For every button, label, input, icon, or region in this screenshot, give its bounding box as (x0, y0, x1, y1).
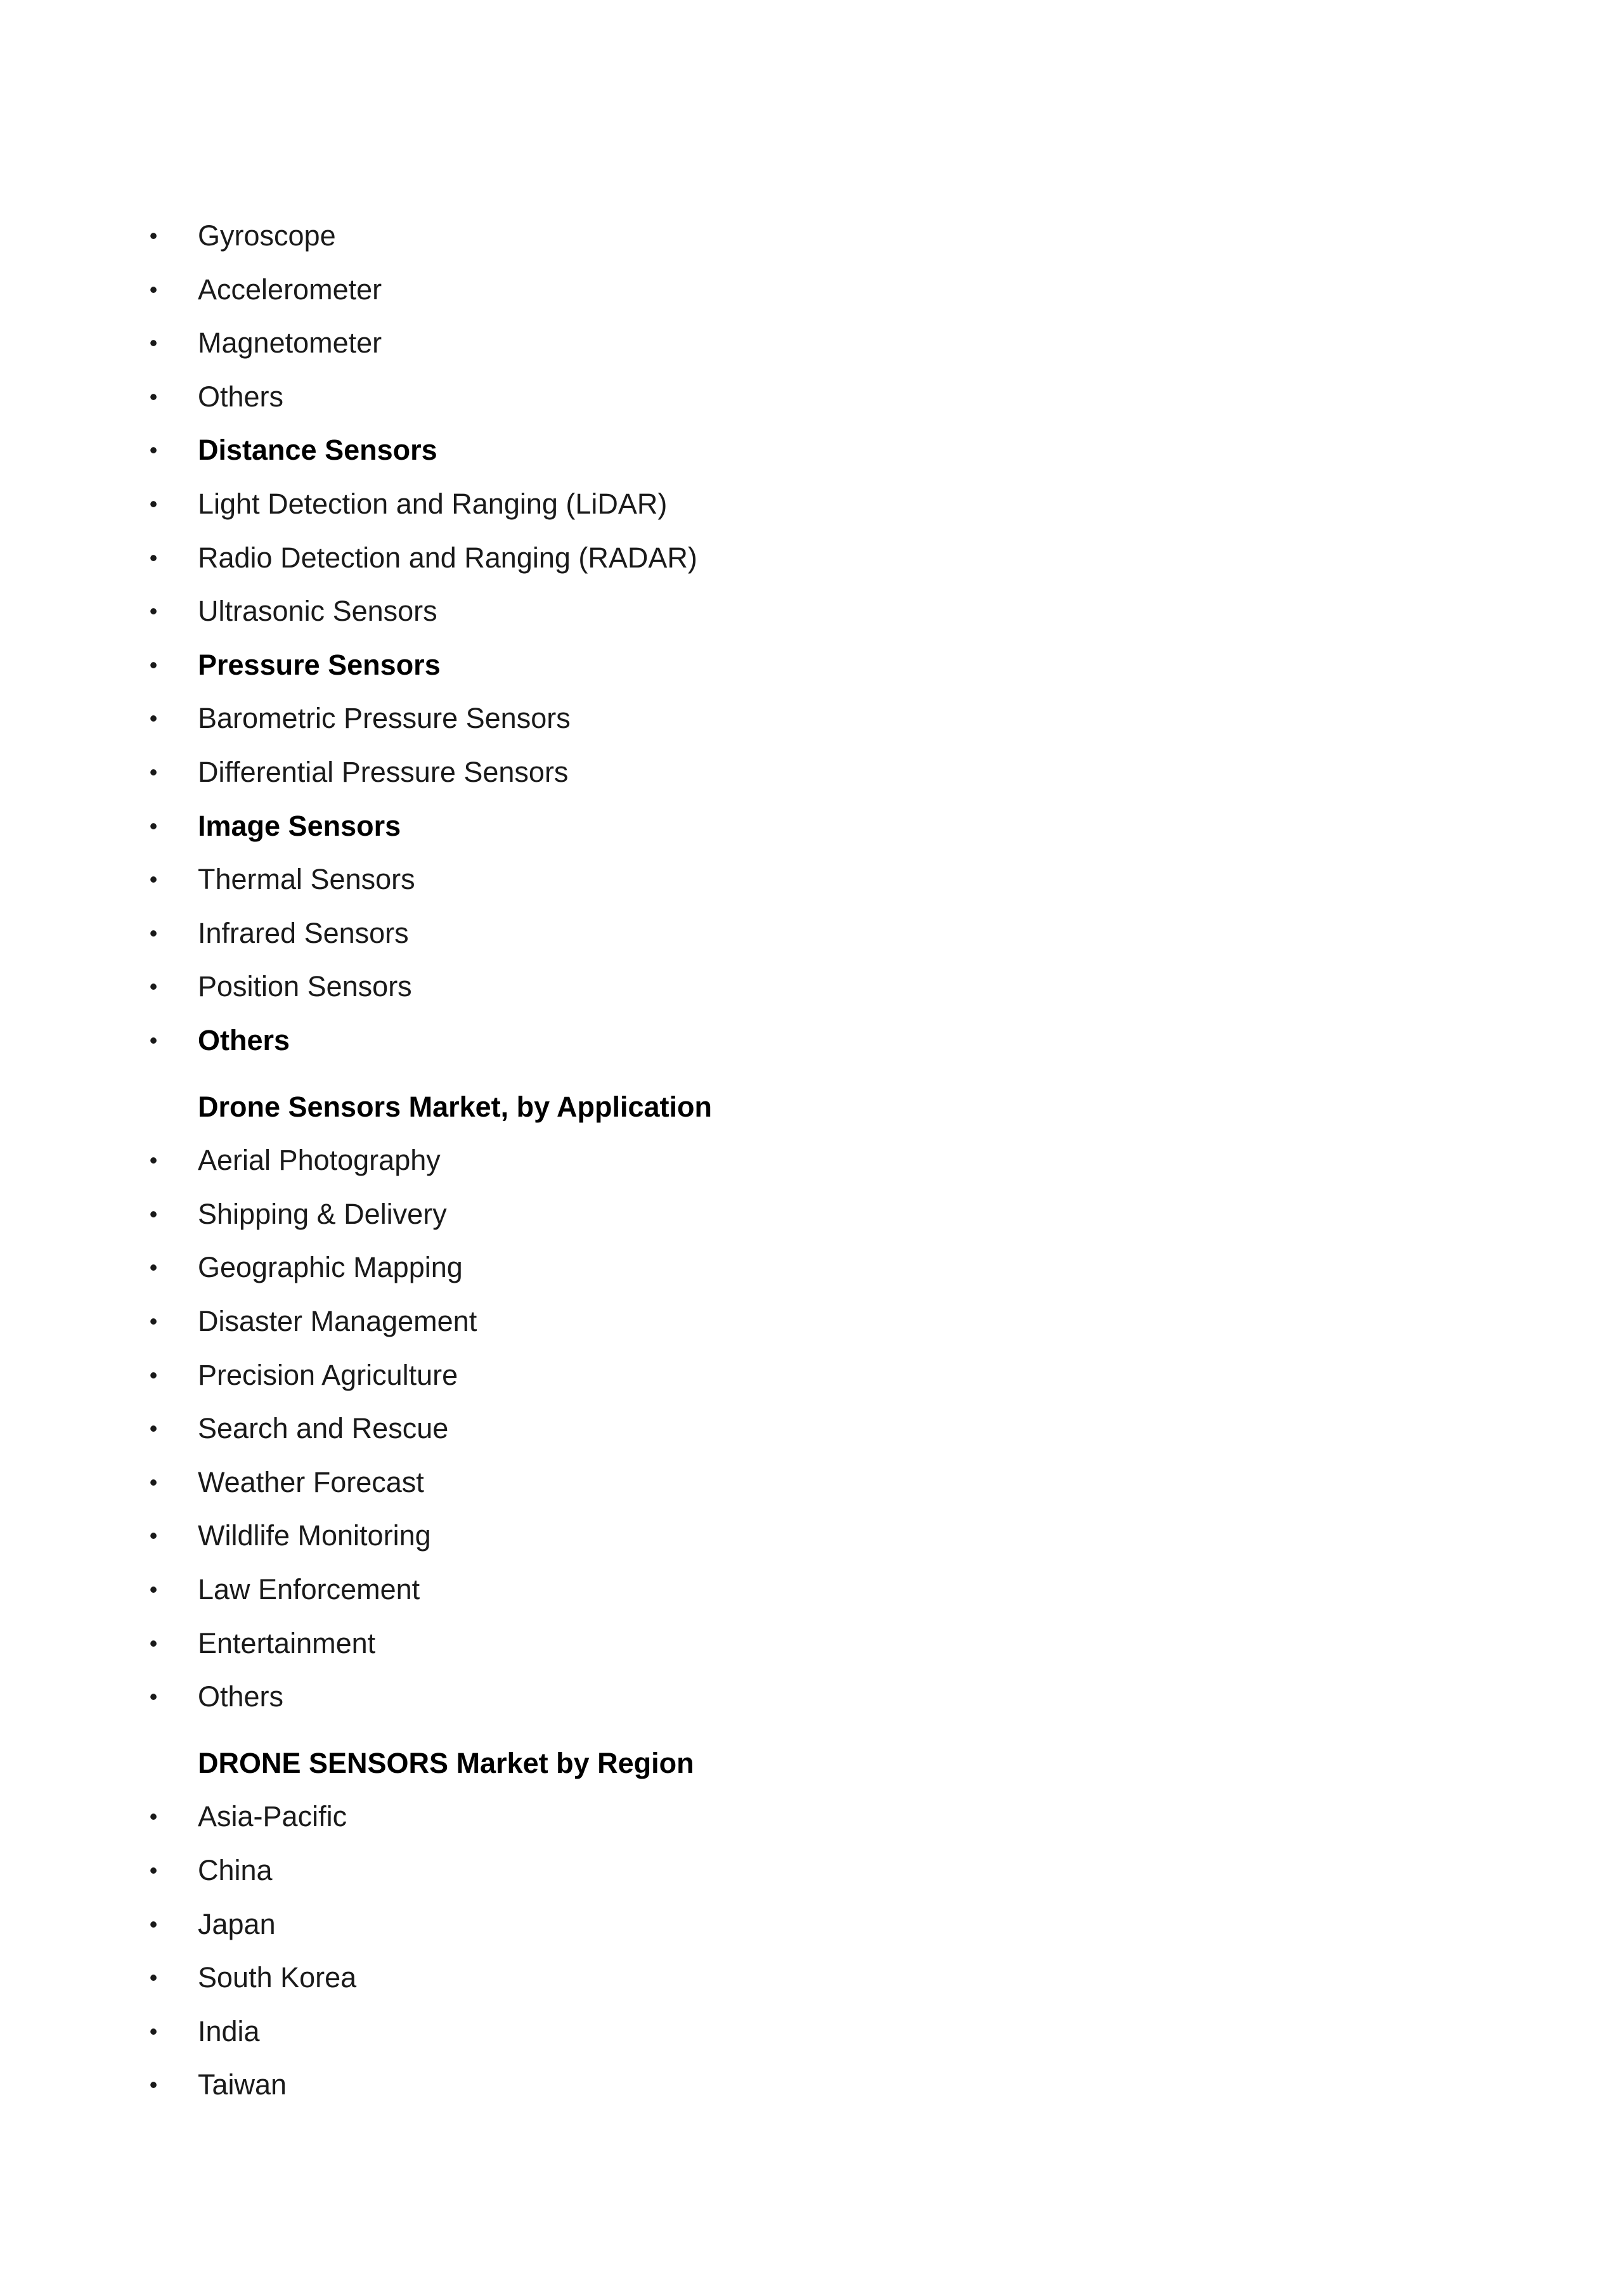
list-item-label: Distance Sensors (198, 434, 437, 466)
bullet-icon: • (149, 866, 158, 892)
list-item-label: Thermal Sensors (198, 863, 415, 895)
list-item-label: India (198, 2015, 260, 2047)
bullet-icon: • (149, 276, 158, 302)
bullet-icon: • (149, 2018, 158, 2044)
list-item (0, 1951, 1623, 2004)
bullet-icon: • (149, 973, 158, 999)
bullet-icon: • (149, 1469, 158, 1495)
bullet-icon: • (149, 1576, 158, 1602)
list-item (0, 960, 1623, 1013)
list-item-label: Aerial Photography (198, 1144, 441, 1176)
bullet-icon: • (149, 1308, 158, 1334)
list-item-label: Taiwan (198, 2068, 287, 2101)
list-item-label: China (198, 1854, 273, 1886)
list-item-label: Others (198, 380, 284, 413)
bullet-icon: • (149, 1964, 158, 1990)
list-item-label: Gyroscope (198, 219, 336, 252)
list-item-label: Barometric Pressure Sensors (198, 702, 571, 734)
bullet-icon: • (149, 1803, 158, 1829)
list-item (0, 1617, 1623, 1670)
list-item-label: South Korea (198, 1961, 357, 1994)
list-item (0, 1563, 1623, 1616)
list-item-label: Differential Pressure Sensors (198, 756, 569, 788)
list-item (0, 585, 1623, 638)
list-item-label: Magnetometer (198, 327, 382, 359)
list-item (0, 1188, 1623, 1241)
list-item (0, 263, 1623, 316)
list-item-label: Search and Rescue (198, 1412, 449, 1444)
list-item (0, 907, 1623, 960)
list-item (0, 1241, 1623, 1294)
list-item-label: Others (198, 1024, 290, 1056)
list-item (0, 424, 1623, 477)
list-item-label: Geographic Mapping (198, 1251, 463, 1283)
list-item (0, 853, 1623, 906)
list-item-label: Ultrasonic Sensors (198, 595, 437, 627)
bullet-icon: • (149, 2072, 158, 2098)
bullet-icon: • (149, 545, 158, 571)
bullet-icon: • (149, 1362, 158, 1388)
bullet-icon: • (149, 384, 158, 410)
list-item-label: Accelerometer (198, 273, 382, 306)
bullet-icon: • (149, 598, 158, 624)
bullet-icon: • (149, 1201, 158, 1227)
list-item (0, 1844, 1623, 1897)
list-item (0, 1402, 1623, 1455)
list-item (0, 1349, 1623, 1402)
list-item-label: Radio Detection and Ranging (RADAR) (198, 542, 697, 574)
bullet-icon: • (149, 1254, 158, 1280)
list-item (0, 1898, 1623, 1951)
list-item-label: Precision Agriculture (198, 1359, 458, 1391)
bullet-icon: • (149, 1857, 158, 1883)
list-item-label: Light Detection and Ranging (LiDAR) (198, 488, 668, 520)
list-item (0, 477, 1623, 531)
bullet-icon: • (149, 437, 158, 463)
bullet-icon: • (149, 813, 158, 839)
section-heading-drone-sensors-market-by-application: Drone Sensors Market, by Application (198, 1091, 713, 1123)
list-item (0, 639, 1623, 692)
bullet-icon: • (149, 705, 158, 731)
list-item (0, 531, 1623, 585)
list-item (0, 1790, 1623, 1843)
bullet-icon: • (149, 330, 158, 356)
list-item (0, 746, 1623, 799)
bullet-icon: • (149, 1147, 158, 1173)
list-item-label: Law Enforcement (198, 1573, 420, 1605)
list-item-label: Asia-Pacific (198, 1800, 347, 1832)
list-item (0, 1295, 1623, 1348)
list-item-label: Shipping & Delivery (198, 1198, 447, 1230)
list-item (0, 316, 1623, 370)
list-item-label: Disaster Management (198, 1305, 477, 1337)
list-item (0, 2058, 1623, 2111)
list-item (0, 209, 1623, 263)
list-item-label: Pressure Sensors (198, 649, 441, 681)
list-item-label: Japan (198, 1908, 276, 1940)
bullet-icon: • (149, 1630, 158, 1656)
list-item (0, 800, 1623, 853)
bullet-icon: • (149, 223, 158, 249)
bullet-icon: • (149, 1683, 158, 1709)
list-item (0, 1509, 1623, 1562)
bullet-icon: • (149, 1415, 158, 1441)
section-heading-drone-sensors-market-by-region: DRONE SENSORS Market by Region (198, 1747, 694, 1779)
list-item-label: Entertainment (198, 1627, 376, 1659)
list-item-label: Position Sensors (198, 970, 412, 1002)
bullet-icon: • (149, 1027, 158, 1053)
list-item (0, 1670, 1623, 1723)
bullet-icon: • (149, 652, 158, 678)
list-item-label: Wildlife Monitoring (198, 1519, 431, 1552)
list-item (0, 370, 1623, 424)
bullet-icon: • (149, 1522, 158, 1548)
bullet-icon: • (149, 759, 158, 785)
list-item-label: Weather Forecast (198, 1466, 424, 1498)
list-item (0, 1456, 1623, 1509)
list-item (0, 2005, 1623, 2058)
list-item (0, 692, 1623, 745)
list-item-label: Others (198, 1680, 284, 1713)
bullet-icon: • (149, 920, 158, 946)
bullet-icon: • (149, 1911, 158, 1937)
list-item (0, 1014, 1623, 1067)
list-item (0, 1134, 1623, 1187)
list-item-label: Image Sensors (198, 810, 401, 842)
list-item-label: Infrared Sensors (198, 917, 409, 949)
bullet-icon: • (149, 491, 158, 517)
